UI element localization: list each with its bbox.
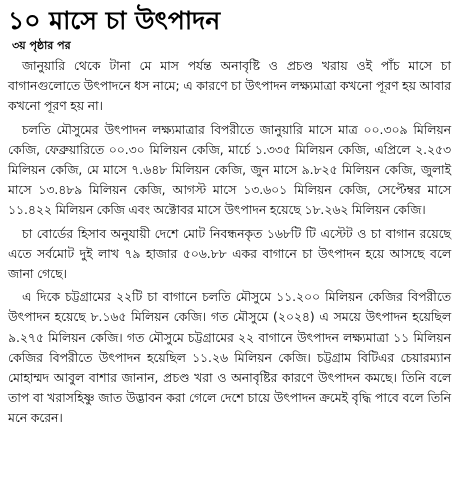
article-paragraph-4: এ দিকে চট্টগ্রামের ২২টি চা বাগানে চলতি মৌসুমে ১১.২০০ মিলিয়ন কেজির বিপরীতে উৎপাদন হয়েছে ৮.১৬৫ মিলিয়ন কেজি। গত মৌসুমে (২০২৪) এ সময়ে উৎপাদন হয়েছিল ৯.২৭৫ মিলিয়ন কেজি। গত মৌসুমে চট্টগ্রামের ২২ বাগানে উৎপাদন লক্ষ্যমাত্রা ১১ মিলিয়ন কেজির বিপরীতে উৎপাদন হয়েছিল ১১.২৬ মিলিয়ন কেজি। চট্টগ্রাম বিটিএর চেয়ারম্যান মোহাম্মদ আবুল বাশার জানান, প্রচণ্ড খরা ও অনাবৃষ্টির কারণে উৎপাদন কমছে। তিনি বলে তাপ বা খরাসহিষ্ণু জাত উদ্ভাবন করা গেলে দেশে চায়ে উৎপাদন ক্রমেই বৃদ্ধি পাবে বলে তিনি মনে করেন। [8,290,451,426]
article-paragraph-3: চা বোর্ডের হিসাব অনুযায়ী দেশে মোট নিবন্ধনকৃত ১৬৮টি টি এস্টেট ও চা বাগান রয়েছে এতে সর্বমোট দুই লাখ ৭৯ হাজার ৫০৬.৮৮ একর বাগানে চা উৎপাদন হয়ে আসছে বলে জানা গেছে। [8,226,451,282]
article-paragraph-2: চলতি মৌসুমের উৎপাদন লক্ষ্যমাত্রার বিপরীতে জানুয়ারি মাসে মাত্র ০০.৩০৯ মিলিয়ন কেজি, ফেব্রুয়ারিতে ০০.৩০ মিলিয়ন কেজি, মার্চে ১.৩৩৫ মিলিয়ন কেজি, এপ্রিলে ২.২৫৩ মিলিয়ন কেজি, মে মাসে ৭.৬৪৮ মিলিয়ন কেজি, জুন মাসে ৯.৮২৫ মিলিয়ন কেজি, জুলাই মাসে ১৩.৪৮৯ মিলিয়ন কেজি, আগস্ট মাসে ১৩.৬০১ মিলিয়ন কেজি, সেপ্টেম্বর মাসে ১১.৪২২ মিলিয়ন কেজি এবং অক্টোবর মাসে উৎপাদন হয়েছে ১৮.২৬২ মিলিয়ন কেজি। [8,122,451,218]
headline: ১০ মাসে চা উৎপাদন [8,6,221,35]
article-paragraph-1: জানুয়ারি থেকে টানা মে মাস পর্যন্ত অনাবৃষ্টি ও প্রচণ্ড খরায় ওই পাঁচ মাসে চা বাগানগুলোতে উৎপাদনে ধস নামে; এ কারণে চা উৎপাদন লক্ষ্যমাত্রা কখনো পূরণ হয় আবার কখনো পূরণ হয় না। [8,59,451,114]
continued-from-label: ৩য় পৃষ্ঠার পর [12,39,71,52]
